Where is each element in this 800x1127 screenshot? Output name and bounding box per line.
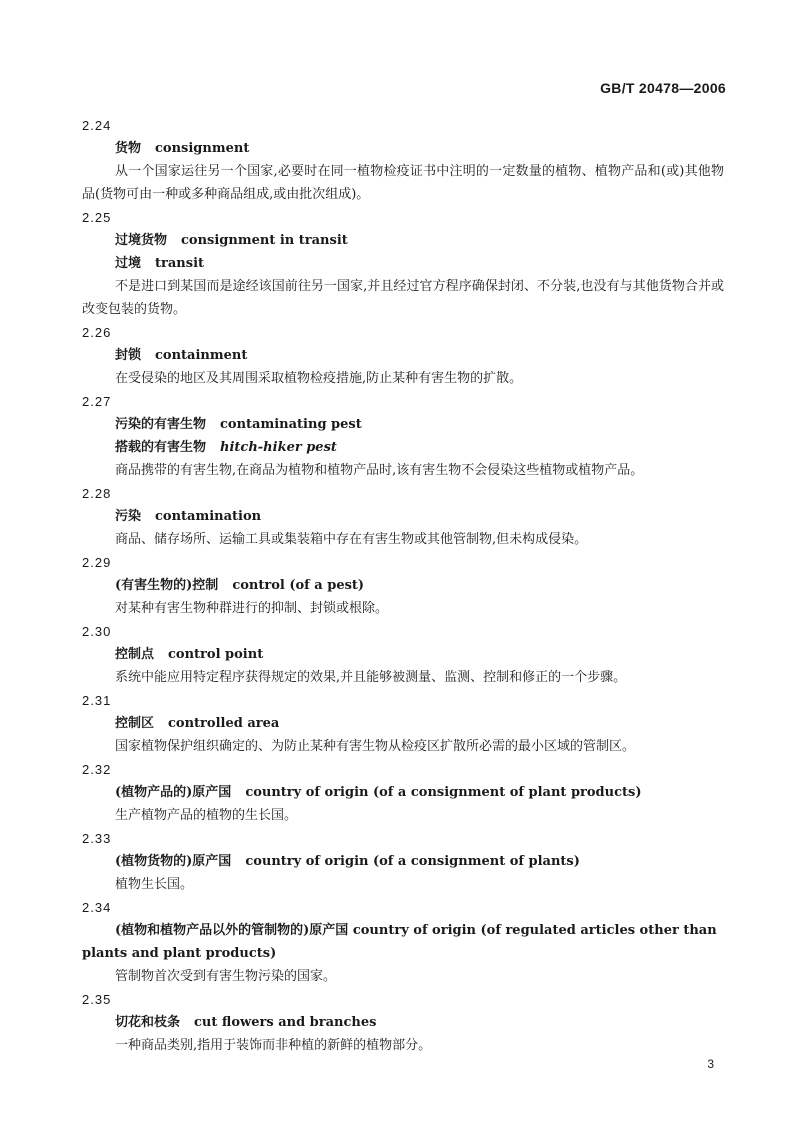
term-definition: 生产植物产品的植物的生长国。	[115, 808, 298, 823]
term-entry	[82, 551, 724, 620]
clause-number: 2.33	[82, 831, 112, 846]
term-entry	[82, 896, 724, 988]
term-definition: 对某种有害生物种群进行的抑制、封锁或根除。	[115, 601, 389, 616]
term-definition: 从一个国家运往另一个国家,必要时在同一植物检疫证书中注明的一定数量的植物、植物产品和(或)其他物品(货物可由一种或多种商品组成,或由批次组成)。	[82, 164, 724, 202]
document-code: GB/T 20478—2006	[600, 80, 726, 96]
term-line	[82, 643, 724, 666]
term-chinese: (植物产品的)原产国	[115, 785, 232, 800]
term-english: cut flowers and branches	[194, 1015, 377, 1030]
term-line	[82, 344, 724, 367]
clause-number: 2.25	[82, 210, 112, 225]
term-entry	[82, 482, 724, 551]
term-definition: 管制物首次受到有害生物污染的国家。	[115, 969, 337, 984]
term-entry	[82, 988, 724, 1057]
term-definition: 在受侵染的地区及其周围采取植物检疫措施,防止某种有害生物的扩散。	[115, 371, 523, 386]
term-english: country of origin (of regulated articles other than plants and plant products)	[82, 923, 717, 961]
term-chinese: 控制点	[115, 647, 155, 662]
term-chinese: 污染	[115, 509, 142, 524]
term-english: control (of a pest)	[232, 578, 365, 593]
term-synonym-line	[82, 436, 724, 459]
term-english: country of origin (of a consignment of plants)	[245, 854, 580, 869]
term-line	[82, 229, 724, 252]
term-entry	[82, 620, 724, 689]
term-entry	[82, 390, 724, 482]
term-line	[82, 1011, 724, 1034]
term-english: contaminating pest	[220, 417, 362, 432]
term-english: containment	[155, 348, 248, 363]
clause-number: 2.30	[82, 624, 112, 639]
term-chinese: (植物货物的)原产国	[115, 854, 232, 869]
term-chinese: 过境货物	[115, 233, 168, 248]
term-synonym-line	[82, 252, 724, 275]
clause-number: 2.35	[82, 992, 112, 1007]
term-chinese: 切花和枝条	[115, 1015, 181, 1030]
term-line	[82, 712, 724, 735]
clause-number: 2.32	[82, 762, 112, 777]
clause-number: 2.29	[82, 555, 112, 570]
clause-number: 2.31	[82, 693, 112, 708]
term-english: consignment	[155, 141, 250, 156]
term-entry	[82, 827, 724, 896]
term-definition: 植物生长国。	[115, 877, 194, 892]
term-entry	[82, 758, 724, 827]
term-chinese: 污染的有害生物	[115, 417, 207, 432]
term-chinese: 货物	[115, 141, 142, 156]
term-chinese: 控制区	[115, 716, 155, 731]
clause-number: 2.28	[82, 486, 112, 501]
term-chinese: (有害生物的)控制	[115, 578, 219, 593]
term-line	[82, 505, 724, 528]
term-chinese: (植物和植物产品以外的管制物的)原产国	[115, 923, 349, 938]
term-line	[82, 574, 724, 597]
term-english: controlled area	[168, 716, 280, 731]
term-english: consignment in transit	[181, 233, 348, 248]
clause-number: 2.26	[82, 325, 112, 340]
term-definition: 不是进口到某国而是途经该国前往另一国家,并且经过官方程序确保封闭、不分装,也没有与其他货物合并或改变包装的货物。	[82, 279, 724, 317]
term-entry	[82, 114, 724, 206]
term-definition: 商品、储存场所、运输工具或集装箱中存在有害生物或其他管制物,但未构成侵染。	[115, 532, 588, 547]
term-line	[82, 137, 724, 160]
clause-number: 2.24	[82, 118, 112, 133]
term-line	[82, 413, 724, 436]
page-number: 3	[707, 1057, 714, 1071]
terms-section	[82, 114, 724, 1057]
term-entry	[82, 206, 724, 321]
term-chinese: 封锁	[115, 348, 142, 363]
clause-number: 2.34	[82, 900, 112, 915]
term-line	[82, 919, 724, 965]
term-english: contamination	[155, 509, 262, 524]
term-definition: 一种商品类别,指用于装饰而非种植的新鲜的植物部分。	[115, 1038, 432, 1053]
term-definition: 国家植物保护组织确定的、为防止某种有害生物从检疫区扩散所必需的最小区域的管制区。	[115, 739, 636, 754]
term-definition: 系统中能应用特定程序获得规定的效果,并且能够被测量、监测、控制和修正的一个步骤。	[115, 670, 627, 685]
clause-number: 2.27	[82, 394, 112, 409]
term-line	[82, 781, 724, 804]
term-chinese: 过境	[115, 256, 142, 271]
term-chinese: 搭载的有害生物	[115, 440, 207, 455]
term-entry	[82, 321, 724, 390]
term-entry	[82, 689, 724, 758]
term-english: country of origin (of a consignment of plant products)	[245, 785, 642, 800]
term-english: hitch-hiker pest	[220, 440, 337, 455]
term-english: transit	[155, 256, 205, 271]
term-definition: 商品携带的有害生物,在商品为植物和植物产品时,该有害生物不会侵染这些植物或植物产品。	[115, 463, 644, 478]
term-english: control point	[168, 647, 264, 662]
term-line	[82, 850, 724, 873]
